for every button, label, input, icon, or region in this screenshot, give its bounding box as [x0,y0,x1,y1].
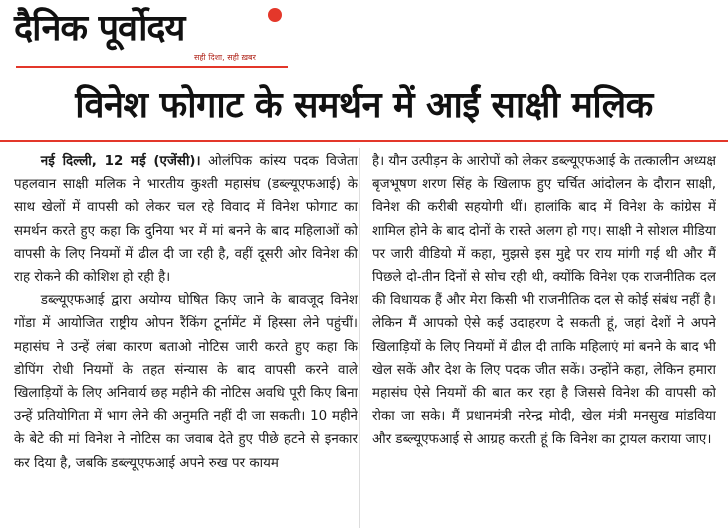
article-text: ओलंपिक कांस्य पदक विजेता पहलवान साक्षी मलिक ने भारतीय कुश्ती महासंघ (डब्ल्यूएफआई) के साथ खेलों में वापसी को लेकर चल रहे विवाद में विनेश फोगाट का समर्थन करते हुए कहा कि दुनिया भर में मां बनने के बाद महिलाओं को वापसी के लिए नियमों में ढील दी जा रही है, वहीं दूसरी ओर विनेश की राह रोकने की कोशिश हो रही है। [14,154,358,286]
masthead-rule [16,66,288,68]
article-paragraph: डब्ल्यूएफआई द्वारा अयोग्य घोषित किए जाने के बावजूद विनेश गोंडा में आयोजित राष्ट्रीय ओपन रैंकिंग टूर्नामेंट में हिस्सा लेने पहुंचीं। महासंघ ने उन्हें लंबा कारण बताओ नोटिस जारी करते हुए कहा कि डोपिंग रोधी नियमों के तहत संन्यास के बाद वापसी करने वाले खिलाड़ियों के लिए अनिवार्य छह महीने की नोटिस अवधि पूरी किए बिना उन्हें प्रतियोगिता में भाग लेने की अनुमति नहीं दी जा सकती। 10 महीने के बेटे की मां विनेश ने नोटिस का जवाब देते हुए पीछे हटने से इनकार कर दिया है, जबकि डब्ल्यूएफआई अपने रुख पर कायम [14,293,358,471]
article-column-right [372,150,716,530]
masthead [10,4,300,70]
article-paragraph [14,150,358,289]
article-headline: विनेश फोगाट के समर्थन में आईं साक्षी मलिक [75,85,653,126]
headline-divider [0,140,728,142]
column-divider [359,148,360,528]
logo-sun-icon [268,8,282,22]
article-column-left [14,150,358,530]
masthead-tagline: सही दिशा, सही ख़बर [194,53,256,62]
newspaper-logo: दैनिक पूर्वोदय [14,7,185,49]
article-dateline: नई दिल्ली, 12 मई (एजेंसी)। [40,154,201,169]
article-paragraph: है। यौन उत्पीड़न के आरोपों को लेकर डब्ल्यूएफआई के तत्कालीन अध्यक्ष बृजभूषण शरण सिंह के खिलाफ हुए चर्चित आंदोलन के दौरान साक्षी, विनेश की करीबी सहयोगी थीं। हालांकि बाद में विनेश के कांग्रेस में शामिल होने के बाद दोनों के रास्ते अलग हो गए। साक्षी ने सोशल मीडिया पर जारी वीडियो में कहा, मुझसे इस मुद्दे पर राय मांगी गई थी और मैं पिछले दो-तीन दिनों से सोच रही थी, क्योंकि विनेश एक राजनीतिक दल की विधायक हैं और मेरा किसी भी राजनीतिक दल से कोई संबंध नहीं है। लेकिन मैं आपको ऐसे कई उदाहरण दे सकती हूं, जहां देशों ने अपने खिलाड़ियों के लिए नियमों में ढील दी ताकि महिलाएं मां बनने के बाद भी खेल सकें और देश के लिए पदक जीत सकें। उन्होंने कहा, लेकिन हमारा महासंघ ऐसे नियमों की बात कर रहा है जिससे विनेश की वापसी को रोका जा सके। मैं प्रधानमंत्री नरेन्द्र मोदी, खेल मंत्री मनसुख मांडविया और डब्ल्यूएफआई से आग्रह करती हूं कि विनेश का ट्रायल कराया जाए। [372,154,716,448]
